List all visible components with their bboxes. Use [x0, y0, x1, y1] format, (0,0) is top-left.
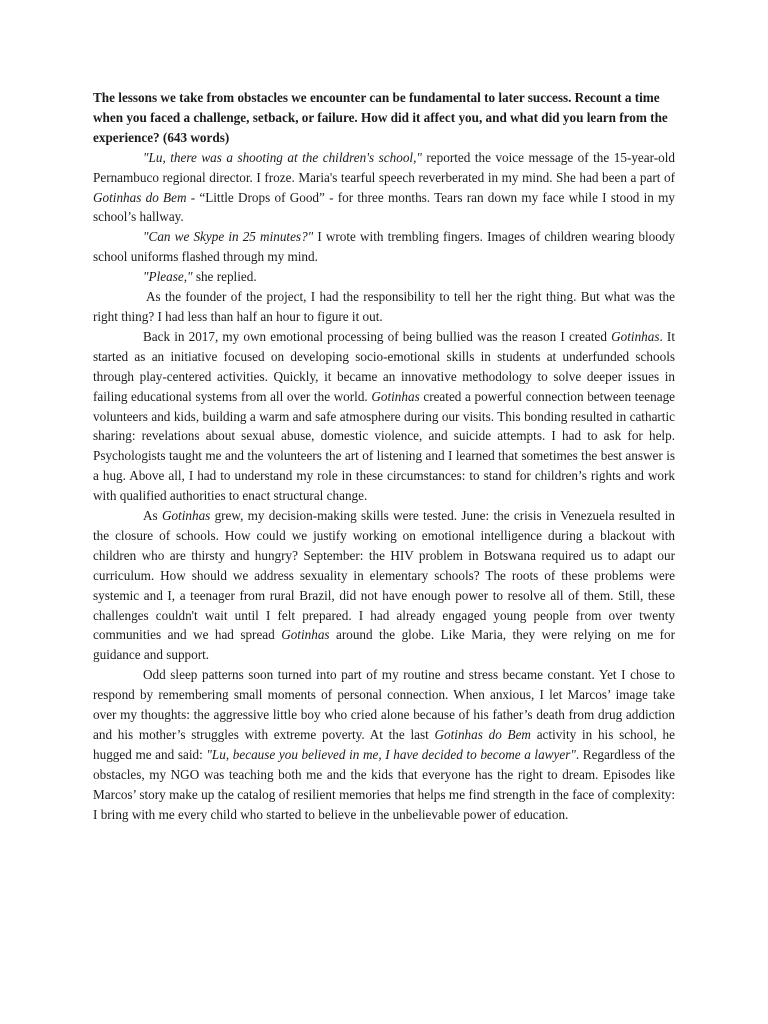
p6-text-c: around the globe. Like Maria, they were relying on me for guidance and support.: [93, 627, 675, 663]
paragraph-2: [93, 227, 675, 267]
paragraph-3: [93, 267, 675, 287]
p2-text: I wrote with trembling fingers. Images of children wearing bloody school uniforms flashed through my mind.: [93, 229, 675, 265]
paragraph-5: [93, 327, 675, 506]
p3-text: she replied.: [192, 269, 257, 285]
paragraph-1: [93, 148, 675, 228]
paragraph-6: [93, 506, 675, 665]
p7-text-b: activity in his school, he hugged me and said:: [93, 727, 675, 762]
p6-emphasis-2: Gotinhas: [281, 627, 330, 643]
essay-prompt: The lessons we take from obstacles we encounter can be fundamental to later success. Recount a time when you faced a challenge, setback, or failure. How did it affect you, and what did you learn from the experience? (643 words): [93, 90, 668, 145]
p1-emphasis: Gotinhas do Bem: [93, 189, 187, 205]
p7-text-c: . Regardless of the obstacles, my NGO was teaching both me and the kids that everyone has the right to dream. Episodes like Marcos’ story make up the catalog of resilient memories that helps me find strength in the face of complexity: I bring with me every child who started to believe in the unbelievable power of education.: [93, 746, 675, 822]
p6-text-b: grew, my decision-making skills were tested. June: the crisis in Venezuela resulted in the closure of schools. How could we justify working on emotional intelligence during a blackout with children who are thirsty and hungry? September: the HIV problem in Botswana required us to adapt our curriculum. How should we address sexuality in elementary schools? The roots of these problems were systemic and I, a teenager from rural Brazil, did not have enough power to resolve all of them. Still, these challenges couldn't wait until I felt prepared. I had already engaged young people from over twenty communities and we had spread: [93, 508, 675, 643]
paragraph-7: [93, 665, 675, 824]
p5-text-b: . It started as an initiative focused on developing socio-emotional skills in students at underfunded schools through play-centered activities. Quickly, it became an innovative methodology to solve deeper issues in failing educational systems from all over the world.: [93, 328, 675, 404]
paragraph-4: As the founder of the project, I had the responsibility to tell her the right thing. But what was the right thing? I had less than half an hour to figure it out.: [93, 289, 675, 324]
p6-text-a: As: [143, 508, 162, 524]
quote-voice-message: "Lu, there was a shooting at the children's school,": [143, 149, 422, 165]
p7-emphasis-1: Gotinhas do Bem: [434, 727, 531, 742]
p7-text-a: Odd sleep patterns soon turned into part of my routine and stress became constant. Yet I chose to respond by remembering small moments of personal connection. When anxious, I let Marcos’ image take over my thoughts: the aggressive little boy who cried alone because of his father’s death from drug addiction and his mother’s struggles with extreme poverty. At the last: [93, 667, 675, 742]
quote-marcos: "Lu, because you believed in me, I have decided to become a lawyer": [206, 746, 576, 762]
p5-text-a: Back in 2017, my own emotional processing of being bullied was the reason I created: [143, 328, 612, 344]
essay-page: [93, 88, 675, 825]
p5-emphasis-1: Gotinhas: [611, 328, 660, 344]
quote-please: "Please,": [143, 269, 193, 285]
quote-skype: "Can we Skype in 25 minutes?": [143, 229, 314, 245]
p5-text-c: created a powerful connection between teenage volunteers and kids, building a warm and safe atmosphere during our visits. This bonding resulted in cathartic sharing: revelations about sexual abuse, domestic violence, and suicide attempts. I had to ask for help. Psychologists taught me and the volunteers the art of listening and I learned that sometimes the best answer is a hug. Above all, I had to understand my role in these circumstances: to stand for children’s rights and work with qualified authorities to enact structural change.: [93, 388, 676, 504]
p6-emphasis-1: Gotinhas: [161, 508, 211, 524]
p5-emphasis-2: Gotinhas: [371, 388, 420, 404]
p1-text-b: - “Little Drops of Good” - for three months. Tears ran down my face while I stood in my school’s hallway.: [93, 189, 675, 225]
p1-text-a: reported the voice message of the 15-year-old Pernambuco regional director. I froze. Maria's tearful speech reverberated in my mind. She had been a part of: [93, 149, 676, 185]
